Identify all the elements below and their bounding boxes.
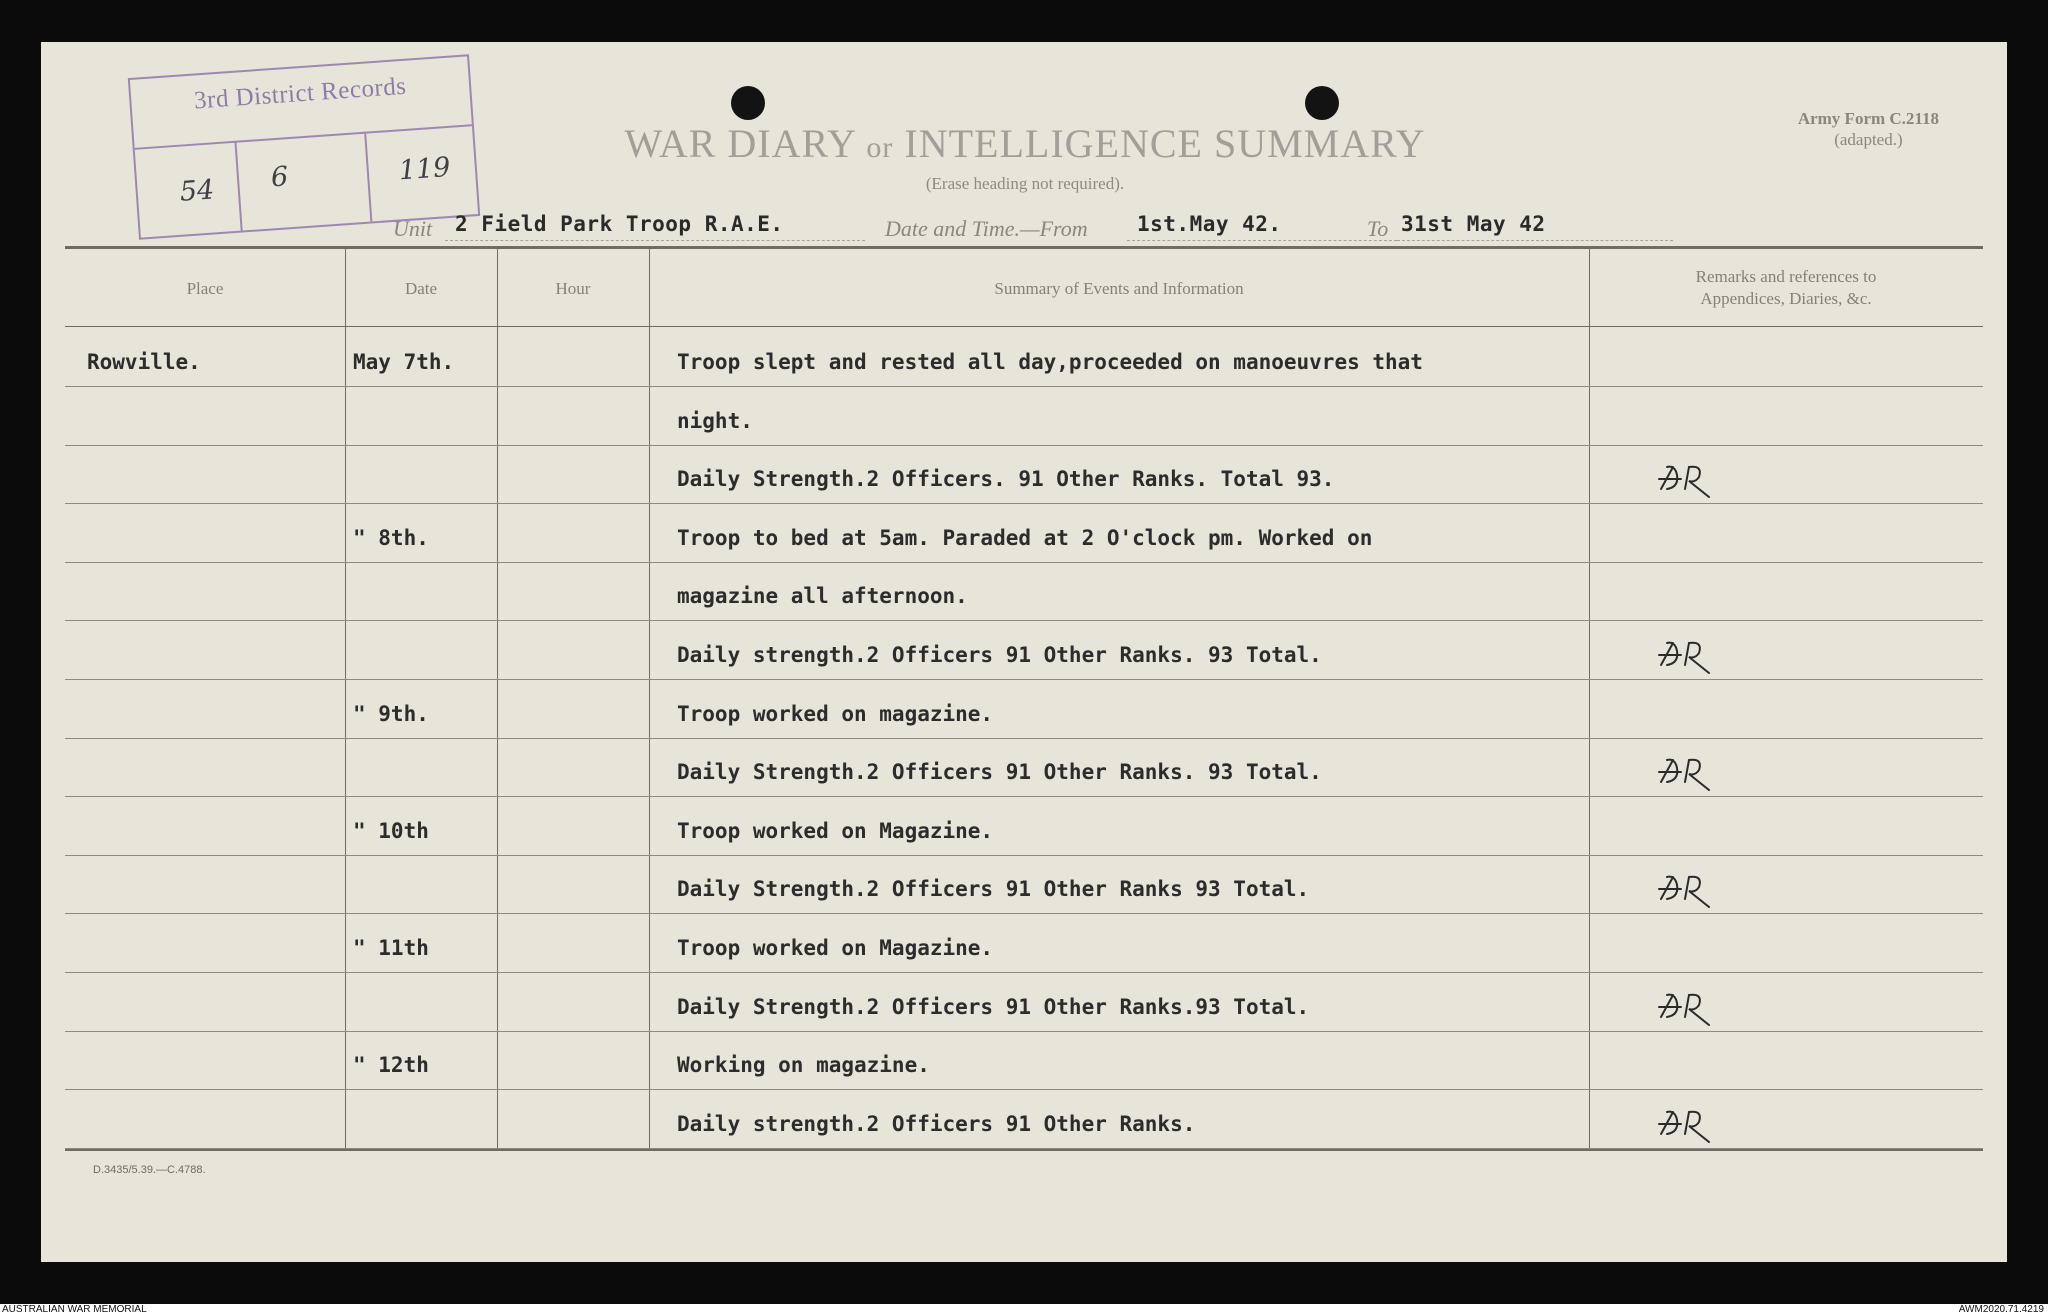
- row-rule: [65, 1089, 1983, 1090]
- entry-summary: Troop worked on Magazine.: [677, 819, 994, 843]
- row-rule: [65, 1148, 1983, 1149]
- column-divider: [1589, 248, 1590, 1150]
- entry-summary: Daily Strength.2 Officers 91 Other Ranks 93 Total.: [677, 877, 1310, 901]
- entry-summary: night.: [677, 409, 753, 433]
- title-war-diary: WAR DIARY: [624, 121, 856, 166]
- unit-underline: [445, 240, 865, 241]
- entry-date: May 7th.: [353, 350, 455, 374]
- army-form-number: Army Form C.2118: [1797, 109, 1939, 128]
- title-or: or: [866, 131, 894, 164]
- stamp-middle-number: 6: [269, 161, 290, 194]
- stamp-divider: [364, 132, 372, 222]
- credit-right: AWM2020.71.4219: [1958, 1304, 2044, 1315]
- row-rule: [65, 972, 1983, 973]
- column-place: Place: [186, 279, 224, 298]
- row-rule: [65, 1031, 1983, 1032]
- row-rule: [65, 738, 1983, 739]
- title-intelligence-summary: INTELLIGENCE SUMMARY: [904, 121, 1426, 166]
- punch-hole-left: [731, 86, 765, 120]
- row-rule: [65, 562, 1983, 563]
- entry-date: " 11th: [353, 936, 429, 960]
- stamp-divider: [234, 141, 242, 231]
- entry-date: " 12th: [353, 1053, 429, 1077]
- entry-summary: Troop slept and rested all day,proceeded on manoeuvres that: [677, 350, 1423, 374]
- entry-summary: Daily strength.2 Officers 91 Other Ranks. 93 Total.: [677, 643, 1322, 667]
- credit-bar: [0, 1304, 2048, 1316]
- date-to-underline: [1397, 240, 1673, 241]
- row-rule: [65, 503, 1983, 504]
- page-subtitle: (Erase heading not required).: [925, 174, 1125, 193]
- entry-summary: Daily Strength.2 Officers 91 Other Ranks. 93 Total.: [677, 760, 1322, 784]
- initials-mark: [1655, 635, 1719, 679]
- date-to: 31st May 42: [1401, 212, 1546, 236]
- row-rule: [65, 913, 1983, 914]
- entry-summary: Daily Strength.2 Officers 91 Other Ranks.93 Total.: [677, 995, 1310, 1019]
- stamp-title: 3rd District Records: [193, 72, 408, 115]
- entry-summary: Troop worked on Magazine.: [677, 936, 994, 960]
- row-rule: [65, 620, 1983, 621]
- date-from: 1st.May 42.: [1137, 212, 1282, 236]
- initials-mark: [1655, 752, 1719, 796]
- stamp-left-number: 54: [178, 174, 216, 208]
- row-rule: [65, 796, 1983, 797]
- column-date: Date: [404, 279, 438, 298]
- entry-summary: magazine all afternoon.: [677, 584, 968, 608]
- entry-summary: Daily strength.2 Officers 91 Other Ranks.: [677, 1112, 1196, 1136]
- column-hour: Hour: [555, 279, 591, 298]
- stamp-right-number: 119: [397, 151, 452, 187]
- date-label: Date and Time.—From: [885, 216, 1088, 241]
- entry-date: " 9th.: [353, 702, 429, 726]
- initials-mark: [1655, 987, 1719, 1031]
- date-from-underline: [1127, 240, 1397, 241]
- column-summary: Summary of Events and Information: [994, 279, 1244, 298]
- stamp-divider: [135, 124, 472, 150]
- column-divider: [497, 248, 498, 1150]
- remarks-heading-line2: Appendices, Diaries, &c.: [1700, 289, 1872, 308]
- column-divider: [345, 248, 346, 1150]
- unit-label: Unit: [393, 216, 433, 241]
- column-remarks: [1589, 266, 1983, 310]
- row-rule: [65, 445, 1983, 446]
- entry-place: Rowville.: [87, 350, 201, 374]
- records-stamp: [128, 54, 480, 239]
- army-form-adapted: (adapted.): [1834, 130, 1903, 149]
- credit-left: AUSTRALIAN WAR MEMORIAL: [2, 1304, 147, 1315]
- punch-hole-right: [1305, 86, 1339, 120]
- column-divider: [649, 248, 650, 1150]
- row-rule: [65, 386, 1983, 387]
- entry-date: " 8th.: [353, 526, 429, 550]
- page-title: [575, 120, 1475, 167]
- unit-value: 2 Field Park Troop R.A.E.: [455, 212, 784, 236]
- army-form-label: [1798, 108, 1939, 150]
- print-code: D.3435/5.39.—C.4788.: [93, 1164, 206, 1176]
- entry-summary: Daily Strength.2 Officers. 91 Other Ranks. Total 93.: [677, 467, 1335, 491]
- header-divider: [65, 326, 1983, 327]
- entry-summary: Troop worked on magazine.: [677, 702, 994, 726]
- row-rule: [65, 679, 1983, 680]
- initials-mark: [1655, 459, 1719, 503]
- entry-date: " 10th: [353, 819, 429, 843]
- initials-mark: [1655, 1104, 1719, 1148]
- initials-mark: [1655, 869, 1719, 913]
- entry-summary: Troop to bed at 5am. Paraded at 2 O'clock pm. Worked on: [677, 526, 1373, 550]
- diary-page: [41, 42, 2007, 1262]
- to-label: To: [1367, 216, 1389, 241]
- remarks-heading-line1: Remarks and references to: [1695, 267, 1877, 286]
- entry-summary: Working on magazine.: [677, 1053, 930, 1077]
- table-top-rule: [65, 246, 1983, 249]
- row-rule: [65, 855, 1983, 856]
